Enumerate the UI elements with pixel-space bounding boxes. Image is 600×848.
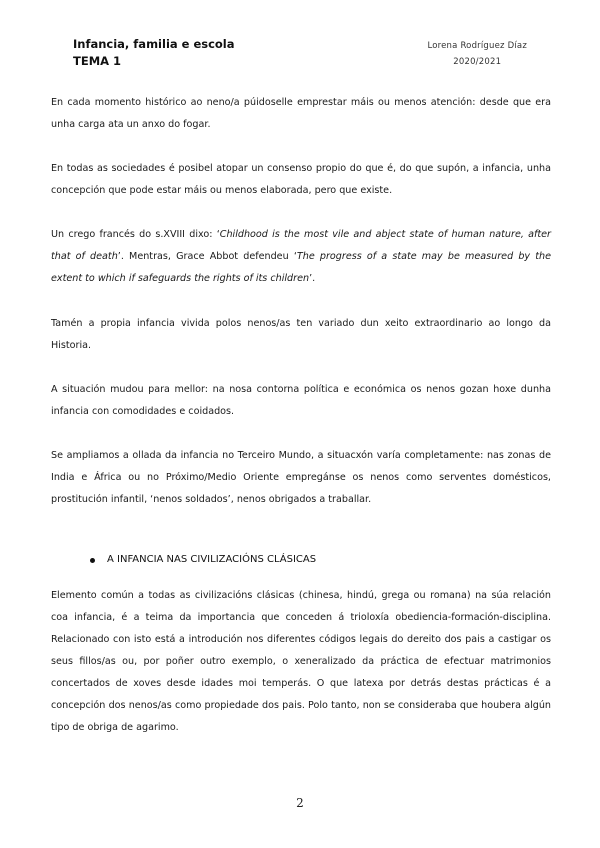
course-title: Infancia, familia e escola — [73, 37, 235, 51]
paragraph-2: En todas as sociedades é posibel atopar un consenso propio do que é, do que supón, a infancia, unha concepción que pode estar máis ou menos elaborada, pero que existe. — [51, 163, 551, 196]
section-heading — [90, 552, 316, 568]
paragraph-3-end: ’. — [309, 273, 316, 284]
paragraph-6: Se ampliamos a ollada da infancia no Terceiro Mundo, a situacxón varía completamente: nas zonas de India e África ou no Próximo/Medio Oriente empregánse os nenos como serventes domésticos, prostitución infantil, ‘nenos soldados’, nenos obrigados a traballar. — [51, 450, 551, 505]
academic-year: 2020/2021 — [453, 57, 502, 67]
document-header-meta — [427, 38, 527, 70]
quote-progress: The progress of a state may be measured by the extent to which if safeguards the rights of its children — [51, 251, 551, 284]
paragraph-4: Tamén a propia infancia vivida polos nenos/as ten variado dun xeito extraordinario ao longo da Historia. — [51, 318, 551, 351]
bullet-icon — [90, 558, 95, 563]
paragraph-3-middle: ’. Mentras, Grace Abbot defendeu ‘ — [117, 251, 297, 262]
section-heading-text: A INFANCIA NAS CIVILIZACIÓNS CLÁSICAS — [107, 554, 317, 565]
paragraph-3-intro: Un crego francés do s.XVIII dixo: ‘ — [51, 229, 220, 240]
paragraph-1: En cada momento histórico ao neno/a púidoselle emprestar máis ou menos atención: desde que era unha carga ata un anxo do fogar. — [51, 97, 551, 130]
unit-title: TEMA 1 — [73, 54, 122, 68]
paragraph-3 — [51, 224, 551, 290]
page-number: 2 — [296, 796, 304, 810]
quote-childhood: Childhood is the most vile and abject state of human nature, after that of death — [51, 229, 551, 262]
paragraph-7: Elemento común a todas as civilizacións clásicas (chinesa, hindú, grega ou romana) na súa relación coa infancia, é a teima da importancia que conceden á trioloxía obediencia-formación-disciplina. Relacionado con isto está a introdución nos diferentes códigos legais do dereito dos pais a castigar os seus fillos/as ou, por poñer outro exemplo, o xeneralizado da práctica de efectuar matrimonios concertados de xoves desde idades moi temperás. O que latexa por detrás destas prácticas é a concepción dos nenos/as como propiedade dos pais. Polo tanto, non se consideraba que houbera algún tipo de obriga de agarimo. — [51, 590, 551, 733]
author-name: Lorena Rodríguez Díaz — [427, 41, 527, 51]
document-header-title — [73, 36, 235, 70]
paragraph-5: A situación mudou para mellor: na nosa contorna política e económica os nenos gozan hoxe dunha infancia con comodidades e coidados. — [51, 384, 551, 417]
